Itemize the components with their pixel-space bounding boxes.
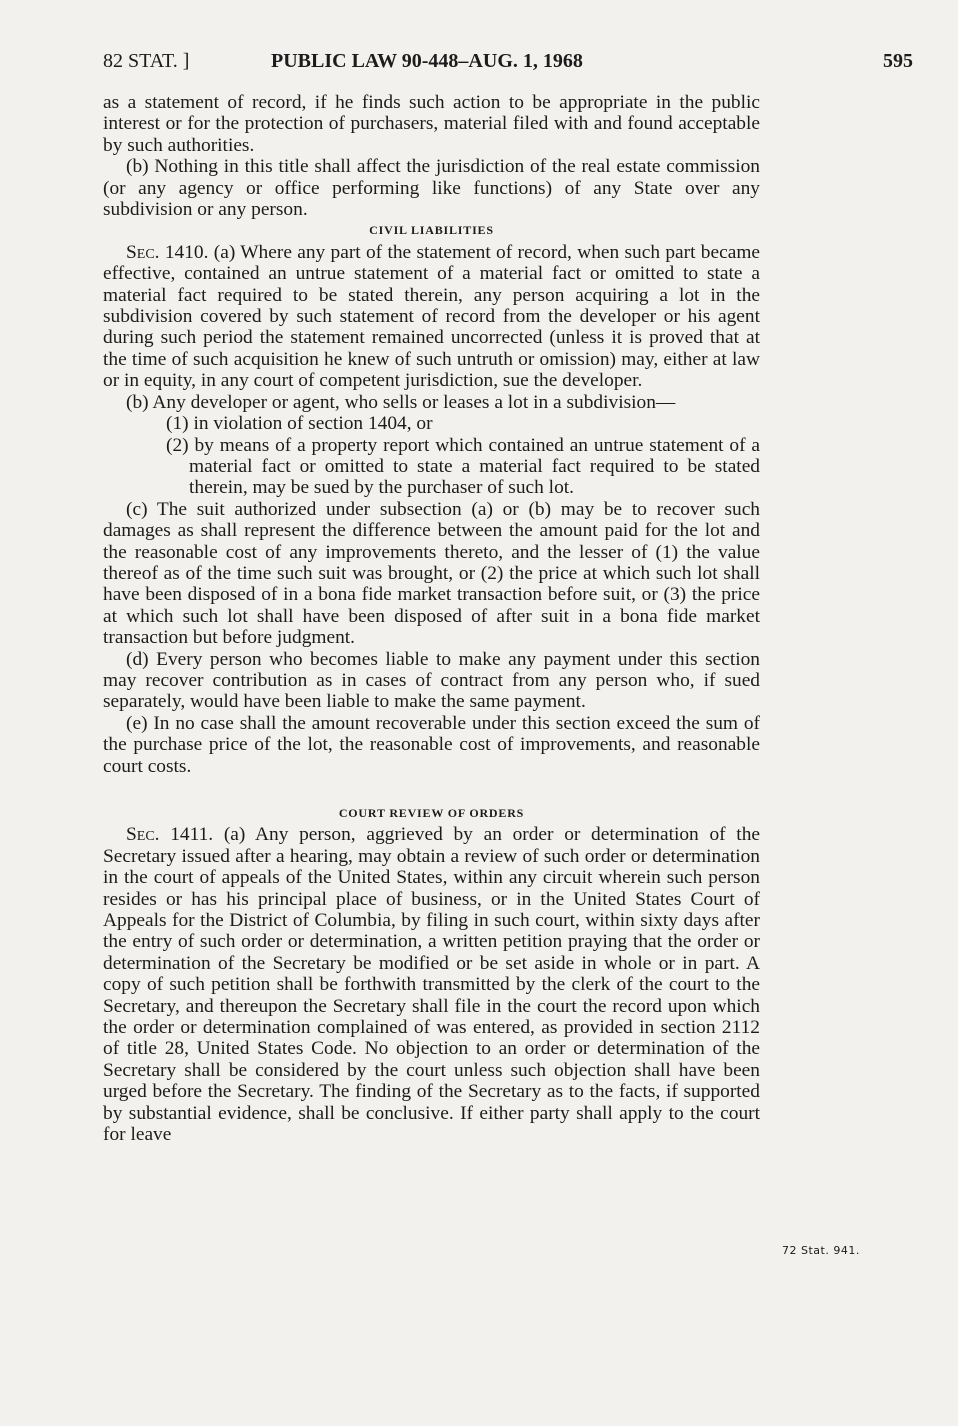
section-heading-civil-liabilities: CIVIL LIABILITIES xyxy=(369,223,494,238)
margin-citation: 72 Stat. 941. xyxy=(782,1244,860,1257)
section-heading-court-review: COURT REVIEW OF ORDERS xyxy=(338,806,525,820)
section-1410-c: (c) The suit authorized under subsection (a) or (b) may be to recover such damages as shall represent the difference between the amount paid for the lot and the reasonable cost of any improvements thereto, and the lesser of (1) the value thereof as of the time such suit was brought, or (2) the price at which such lot shall have been disposed of in a bona fide market transaction before suit, or (3) the price at which such lot shall have been disposed of after suit in a bona fide market transaction but before judgment. xyxy=(103,498,760,649)
section-1410-b: (b) Any developer or agent, who sells or leases a lot in a subdivision— xyxy=(126,391,676,413)
paragraph-b-jurisdiction: (b) Nothing in this title shall affect the jurisdiction of the real estate commission (or any agency or office performing like functions) of any State over any subdivision or any person. xyxy=(103,156,760,221)
document-body xyxy=(103,92,760,1146)
section-1411-a xyxy=(103,824,760,1145)
page-header xyxy=(103,50,913,78)
section-1410-a-text: (a) Where any part of the statement of record, when such part became effective, contained an untrue statement of a material fact or omitted to state a material fact required to be stated therein, any person acquiring a lot in the subdivision covered by such statement of record from the developer or his agent during such period the statement remained uncorrected (unless it is proved that at the time of such acquisition he knew of such untruth or omission) may, either at law or in equity, in any court of competent jurisdiction, sue the developer. xyxy=(103,241,761,392)
section-1411-a-text: (a) Any person, aggrieved by an order or determination of the Secretary issued after a hearing, may obtain a review of such order or determination in the court of appeals of the United States, within any circuit wherein such person resides or has his principal place of business, or in the United States Court of Appeals for the District of Columbia, by filing in such court, within sixty days after the entry of such order or determination, a written petition praying that the order or determination of the Secretary be modified or be set aside in whole or in part. A copy of such petition shall be forthwith transmitted by the clerk of the court to the Secretary, and thereupon the Secretary shall file in the court the record upon which the order or determination complained of was entered, as provided in section 2112 of title 28, United States Code. No objection to an order or determination of the Secretary shall be considered by the court unless such objection shall have been urged before the Secretary. The finding of the Secretary as to the facts, if supported by substantial evidence, shall be conclusive. If either party shall apply to the court for leave xyxy=(103,824,760,1146)
section-1410-e: (e) In no case shall the amount recoverable under this section exceed the sum of the purchase price of the lot, the reasonable cost of improvements, and reasonable court costs. xyxy=(103,712,760,777)
header-statute-volume: 82 STAT. ] xyxy=(103,50,190,72)
section-1410-a xyxy=(103,242,760,392)
header-page-number: 595 xyxy=(883,50,913,72)
header-law-title: PUBLIC LAW 90-448–AUG. 1, 1968 xyxy=(271,50,583,72)
section-1410-b-2: (2) by means of a property report which contained an untrue statement of a material fact or omitted to state a material fact required to be stated therein, may be sued by the purchaser of such lot. xyxy=(166,434,760,499)
section-1410-d: (d) Every person who becomes liable to make any payment under this section may recover contribution as in cases of contract from any person who, if sued separately, would have been liable to make the same payment. xyxy=(103,648,760,713)
section-1411-label: Sec. 1411. xyxy=(126,824,214,846)
section-1410-label: Sec. 1410. xyxy=(126,241,209,263)
paragraph-continuation: as a statement of record, if he finds such action to be appropriate in the public interest or for the protection of purchasers, material filed with and found acceptable by such authorities. xyxy=(103,92,760,156)
section-1410-b-1: (1) in violation of section 1404, or xyxy=(166,413,433,435)
